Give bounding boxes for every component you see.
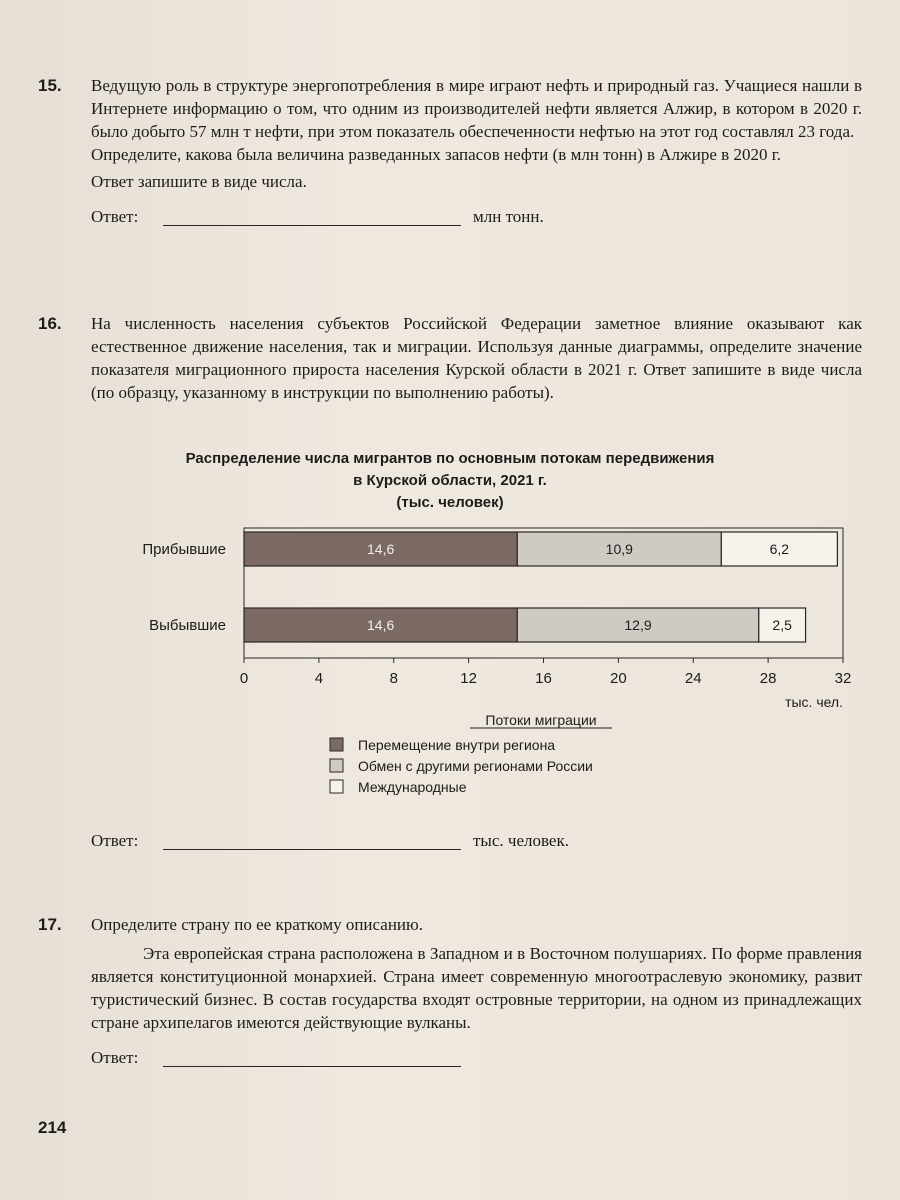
- x-axis-label: тыс. чел.: [785, 694, 843, 710]
- task-question: Определите страну по ее краткому описанию.: [91, 915, 423, 934]
- legend-title: Потоки миграции: [485, 712, 597, 728]
- x-tick-label: 32: [834, 670, 852, 687]
- answer-line: [91, 1046, 862, 1069]
- x-tick-label: 4: [314, 670, 324, 687]
- task-text: Ведущую роль в структуре энергопотребления в мире играют нефть и природный газ. Учащиеся нашли в Интернете информацию о том, что одним из производителей нефти является Алжир, в котором в 2020 г. было добыто 57 млн т нефти, при этом показатель обеспеченности нефтью на этот год составлял 23 года.: [91, 76, 862, 141]
- chart-title-line-2: в Курской области, 2021 г.: [353, 472, 547, 489]
- answer-line: [91, 205, 862, 228]
- legend-swatch: [330, 759, 343, 772]
- task-number: 17.: [38, 915, 62, 934]
- x-tick-label: 12: [460, 670, 477, 687]
- legend-entry: Обмен с другими регионами России: [358, 758, 593, 774]
- answer-field[interactable]: [163, 225, 461, 226]
- chart-subtitle: (тыс. человек): [396, 494, 504, 511]
- data-label: 2,5: [772, 617, 792, 633]
- task-text: На численность населения субъектов Российской Федерации заметное влияние оказывают как естественное движение населения, так и миграции. Используя данные диаграммы, определите значение показателя миграционного прироста населения Курской области в 2021 г. Ответ запишите в виде числа (по образцу, указанному в инструкции по выполнению работы).: [91, 314, 862, 402]
- page-number: 214: [38, 1118, 67, 1137]
- task-number: 15.: [38, 76, 62, 95]
- data-label: 14,6: [367, 541, 395, 557]
- migration-bar-chart: [0, 512, 900, 872]
- answer-label: Ответ:: [91, 207, 139, 226]
- x-tick-label: 16: [535, 670, 552, 687]
- legend-entry: Международные: [358, 779, 467, 795]
- data-label: 6,2: [769, 541, 790, 557]
- x-tick-label: 28: [759, 670, 777, 687]
- legend-swatch: [330, 738, 343, 751]
- task-question: Определите, какова была величина разведанных запасов нефти (в млн тонн) в Алжире в 2020 г.: [91, 145, 781, 164]
- answer-field[interactable]: [163, 1066, 461, 1067]
- task-instruction: Ответ запишите в виде числа.: [91, 172, 307, 191]
- legend-swatch: [330, 780, 343, 793]
- x-tick-label: 8: [389, 670, 398, 687]
- answer-unit: тыс. человек.: [473, 831, 569, 850]
- data-label: 14,6: [367, 617, 395, 633]
- x-tick-label: 0: [239, 670, 249, 687]
- answer-label: Ответ:: [91, 1048, 139, 1067]
- task-16: [38, 312, 862, 404]
- task-15: [38, 74, 862, 228]
- answer-unit: млн тонн.: [473, 207, 544, 226]
- task-text: Эта европейская страна расположена в Западном и в Восточном полушариях. По форме правления является конституционной монархией. Страна имеет современную многоотраслевую экономику, развит туристический бизнес. В состав государства входят островные территории, на одном из принадлежащих стране архипелагов имеются действующие вулканы.: [91, 944, 862, 1032]
- category-label: Выбывшие: [149, 617, 226, 634]
- chart-title-line-1: Распределение числа мигрантов по основным потокам передвижения: [185, 450, 715, 467]
- x-tick-label: 24: [684, 670, 702, 687]
- answer-line: [91, 829, 862, 852]
- x-tick-label: 20: [610, 670, 627, 687]
- data-label: 10,9: [605, 541, 633, 557]
- legend-entry: Перемещение внутри региона: [358, 737, 556, 753]
- answer-field[interactable]: [163, 849, 461, 850]
- task-16-answer: [38, 829, 862, 852]
- chart-title: [0, 448, 900, 514]
- answer-label: Ответ:: [91, 831, 139, 850]
- data-label: 12,9: [624, 617, 652, 633]
- category-label: Прибывшие: [142, 541, 226, 558]
- task-17: [38, 913, 862, 1069]
- task-number: 16.: [38, 314, 62, 333]
